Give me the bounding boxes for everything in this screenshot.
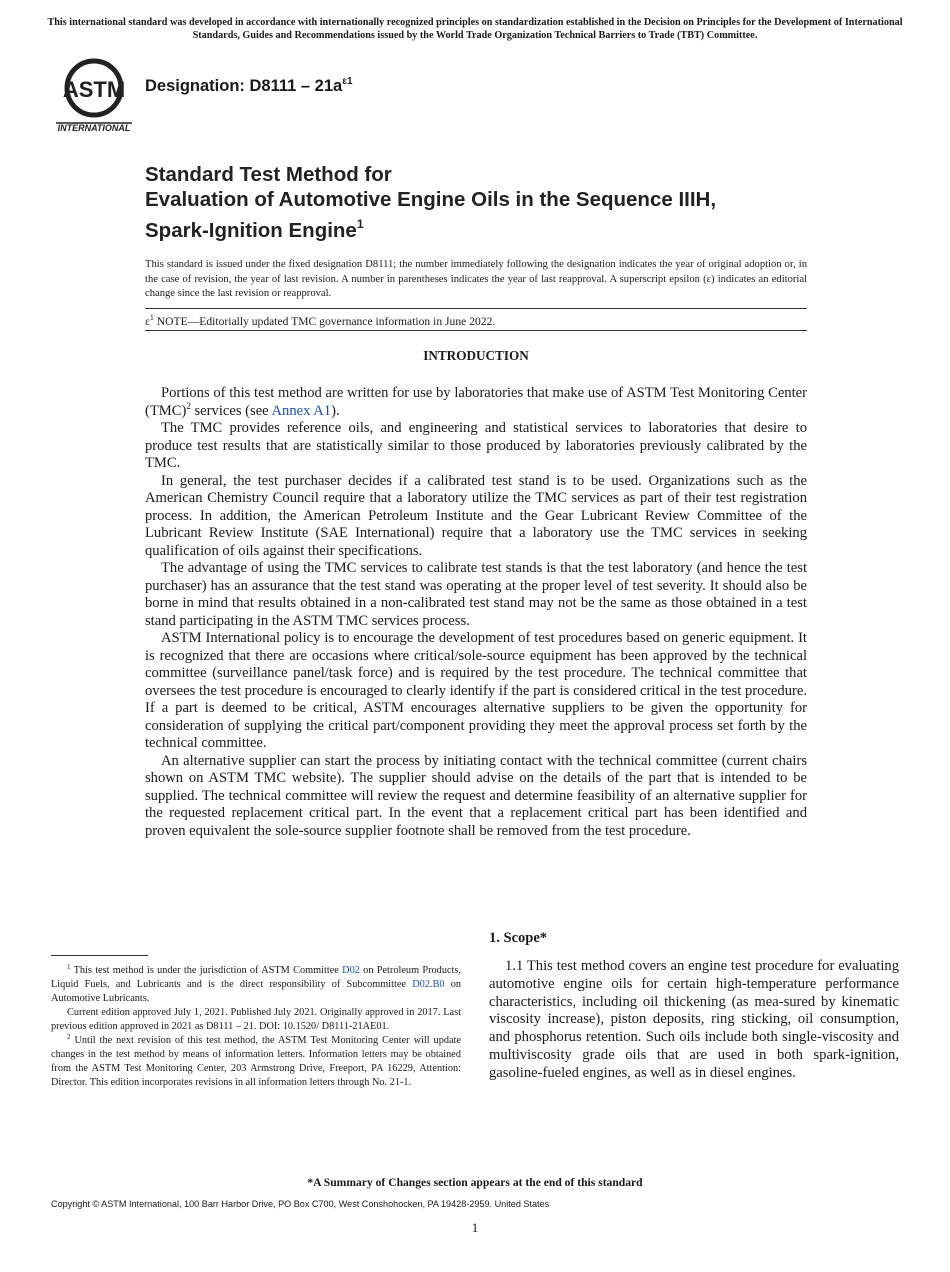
footnote-1-text-c: on Automotive Lubricants. [51, 979, 461, 1004]
divider-bottom [145, 330, 807, 331]
copyright: Copyright © ASTM International, 100 Barr Harbor Drive, PO Box C700, West Conshohocken, PA 19428-2959. United States [51, 1199, 550, 1209]
intro-paragraph-4: The advantage of using the TMC services to calibrate test stands is that the test laboratory (and hence the test purchaser) has an assurance that the test stand was operating at the proper level of test severity. It should also be borne in mind that results obtained in a non-calibrated test stand may not be the same as those obtained in a test stand participating in the ASTM TMC services process. [145, 560, 807, 629]
designation-label: Designation: [145, 77, 245, 95]
intro-paragraph-6: An alternative supplier can start the process by initiating contact with the technical committee (current chairs shown on ASTM TMC website). The supplier should advise on the details of the part that is intended to be supplied. The technical committee will review the request and determine feasibility of an alternative supplier for the requested replacement critical part. In the event that a replacement critical part has been identified and proven equivalent the sole-source supplier footnote shall be removed from the test procedure. [145, 752, 807, 839]
editorial-note [145, 313, 495, 328]
annex-a1-link[interactable]: Annex A1 [271, 402, 332, 419]
footnote-1 [51, 964, 461, 1006]
scope-paragraph-1-1: 1.1 This test method covers an engine test procedure for evaluating automotive engine oils for certain high-temperature performance characteristics, including oil thickening (as mea-sured by kinematic viscosity increase), piston deposits, ring sticking, oil consumption, and phosphorus retention. Such oils include both single-viscosity and multiviscosity grade oils that are used in both spark-ignition, gasoline-fueled engines, as well as in diesel engines. [489, 958, 899, 1081]
footnote-ref-2: 2 [186, 400, 191, 411]
footnote-2 [51, 1034, 461, 1090]
divider-top [145, 308, 807, 309]
introduction-body [145, 385, 807, 840]
intro-paragraph-2: The TMC provides reference oils, and engineering and statistical services to laboratories that desire to produce test results that are statistically similar to those produced by laboratories previously calibrated by the TMC. [145, 420, 807, 471]
scope-heading: 1. Scope* [489, 930, 547, 946]
intro-p1-text-c: ). [331, 402, 340, 419]
astm-logo [52, 56, 136, 134]
introduction-heading: INTRODUCTION [423, 348, 529, 363]
footnote-1-edition: Current edition approved July 1, 2021. Published July 2021. Originally approved in 2017. Last previous edition approved in 2021 as D8111 – 21. DOI: 10.1520/ D8111-21AE01. [51, 1007, 461, 1032]
intro-p1-text-a: Portions of this test method are written for use by laboratories that make use of ASTM Test Monitoring Center (TMC) [145, 385, 807, 419]
page-number: 1 [471, 1220, 479, 1235]
intro-paragraph-1 [145, 385, 807, 420]
intro-p1-text-b: services (see [190, 402, 272, 419]
footnote-2-mark: 2 [67, 1033, 71, 1041]
epsilon-sup: 1 [149, 313, 154, 322]
footnote-1-mark: 1 [67, 963, 71, 971]
footnotes [51, 964, 461, 1090]
designation-superscript: ε1 [342, 76, 353, 87]
epsilon-mark: ε [145, 315, 150, 328]
editorial-note-text: NOTE—Editorially updated TMC governance information in June 2022. [153, 315, 496, 328]
title-line-2: Evaluation of Automotive Engine Oils in the Sequence IIIH, [145, 188, 717, 211]
top-notice: This international standard was developed in accordance with internationally recognized principles on standardization established in the Decision on Principles for the Development of International Standards, Guides and Recommendations issued by the World Trade Organization Technical Barriers to Trade (TBT) Committee. [47, 17, 903, 41]
title-line-1: Standard Test Method for [145, 163, 392, 186]
issue-note: This standard is issued under the fixed designation D8111; the number immediately following the designation indicates the year of original adoption or, in the case of revision, the year of last revision. A number in parentheses indicates the year of last reapproval. A superscript epsilon (ε) indicates an editorial change since the last revision or reapproval. [145, 259, 807, 299]
scope-body [489, 958, 899, 1083]
logo-word: ASTM [62, 77, 126, 102]
title-line-3: Spark-Ignition Engine [145, 219, 357, 242]
title-footnote-mark: 1 [356, 217, 364, 231]
summary-of-changes-note: *A Summary of Changes section appears at the end of this standard [307, 1176, 643, 1189]
subcommittee-d02b0-link[interactable]: D02.B0 [412, 979, 445, 990]
designation-number: D8111 – 21a [249, 77, 343, 95]
intro-paragraph-5: ASTM International policy is to encourage the development of test procedures based on generic equipment. It is recognized that there are occasions where critical/sole-source equipment has been approved by the technical committee (surveillance panel/task force) and is required by the test procedure. The technical committee that oversees the test procedure is encouraged to clearly identify if the part is considered critical in the test procedure. If a part is deemed to be critical, ASTM encourages alternative suppliers to be given the opportunity for consideration of supplying the critical part/component providing they meet the approval process set forth by the technical committee. [145, 630, 807, 751]
footnote-divider [51, 955, 148, 956]
designation [145, 76, 353, 96]
document-title [145, 162, 865, 243]
footnote-1-text-a: This test method is under the jurisdiction of ASTM Committee [70, 965, 343, 976]
footnote-1-text-b: on Petroleum Products, Liquid Fuels, and Lubricants and is the direct responsibility of Subcommittee [51, 965, 461, 990]
logo-tagline: INTERNATIONAL [57, 123, 131, 133]
intro-paragraph-3: In general, the test purchaser decides if a calibrated test stand is to be used. Organizations such as the American Chemistry Council require that a laboratory utilize the TMC services as part of their test registration process. In addition, the American Petroleum Institute and the Gear Lubricant Review Committee of the Lubricant Review Institute (SAE International) require that a laboratory use the TMC services in seeking qualification of oils against their specifications. [145, 472, 807, 559]
committee-d02-link[interactable]: D02 [342, 965, 360, 976]
footnote-2-text: Until the next revision of this test method, the ASTM Test Monitoring Center will update changes in the test method by means of information letters. Information letters may be obtained from the ASTM Test Monitoring Center, 203 Armstrong Drive, Freeport, PA 16229, Attention: Director. This edition incorporates revisions in all information letters through No. 21-1. [51, 1035, 461, 1088]
